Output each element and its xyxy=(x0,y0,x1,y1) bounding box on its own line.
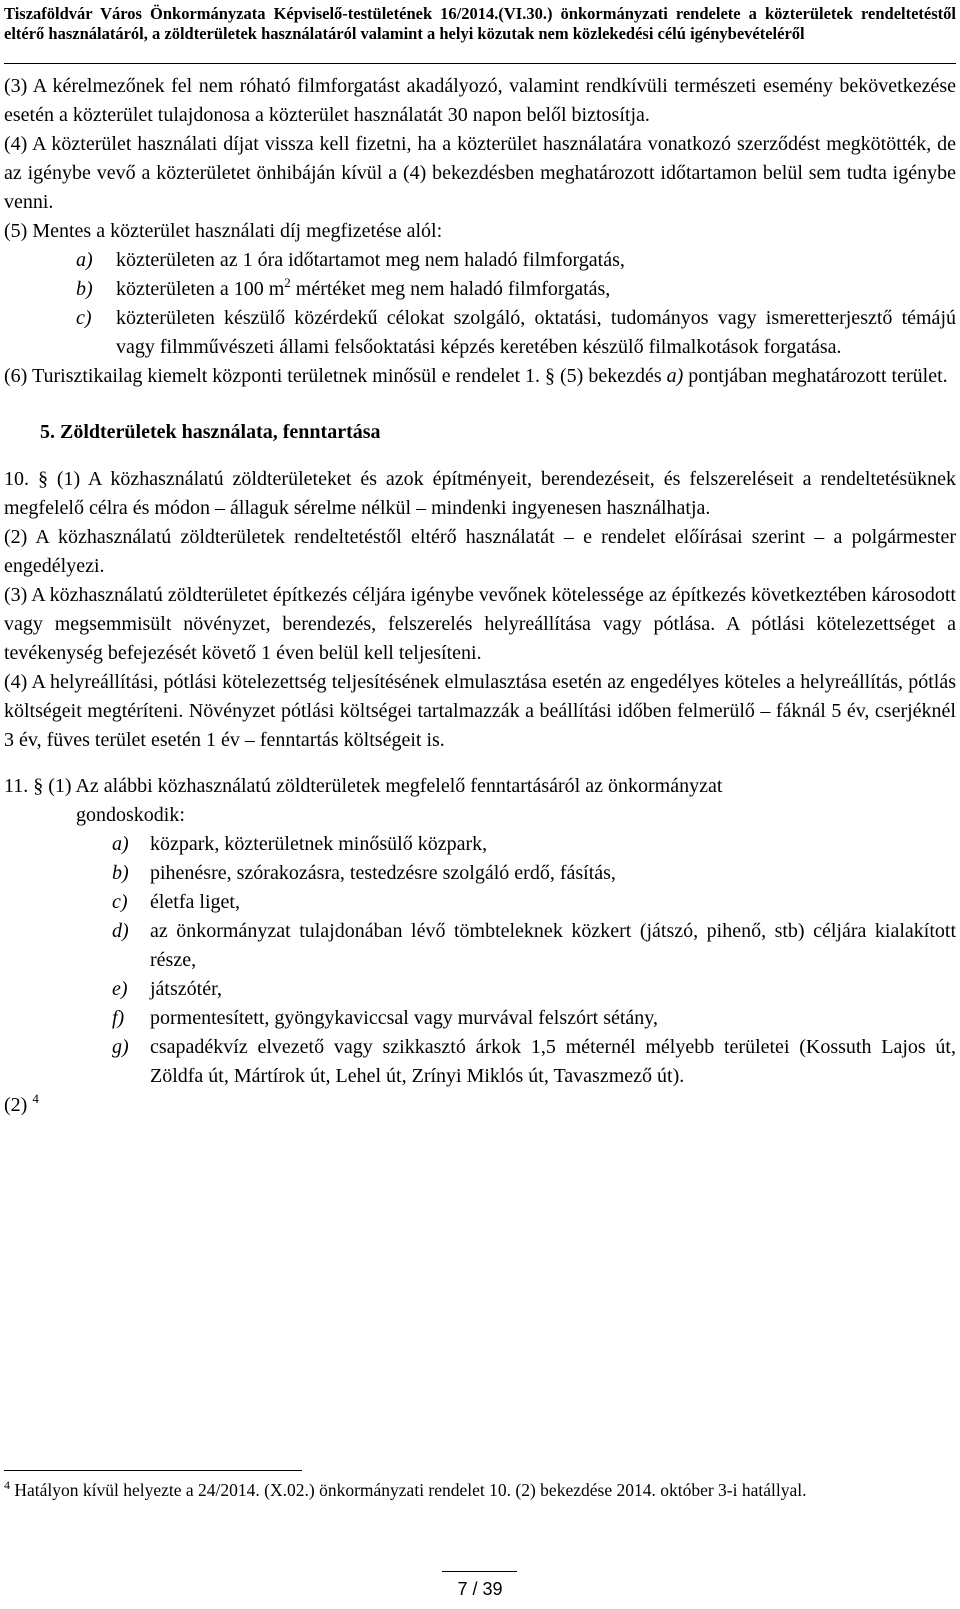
section-heading: 5. Zöldterületek használata, fenntartása xyxy=(40,421,381,443)
footnote-reference[interactable]: 4 xyxy=(32,1091,39,1106)
paragraph-10-4: (4) A helyreállítási, pótlási kötelezettség teljesítésének elmulasztása esetén az engedélyes köteles a helyreállítás, pótlás költségeit megtéríteni. Növényzet pótlási költségei tartalmazzák a beállítási időben felmerülő – fáknál 5 év, cserjéknél 3 év, füves terület esetén 1 év – fenntartás költségeit is. xyxy=(4,671,956,751)
paragraph-10-1: 10. § (1) A közhasználatú zöldterületeket és azok építményeit, berendezéseit, és felszereléseit a rendeltetésüknek megfelelő célra és módon – állaguk sérelme nélkül – mindenki ingyenesen használhatja. xyxy=(4,468,956,519)
paragraph-9-4: (4) A közterület használati díjat vissza kell fizetni, ha a közterület használatára vonatkozó szerződést megkötötték, de az igénybe vevő a közterületet önhibáján kívül a (4) bekezdésben meghatározott időtartamon belül sem tudta igénybe venni. xyxy=(4,133,956,213)
list-item-11d xyxy=(4,917,956,975)
list-item-11a xyxy=(4,830,956,859)
footnote-marker: 4 xyxy=(4,1478,10,1492)
list-item-11b xyxy=(4,859,956,888)
running-header: Tiszaföldvár Város Önkormányzata Képviselő-testületének 16/2014.(VI.30.) önkormányzati rendelete a közterületek rendeltetéstől eltérő használatáról, a zöldterületek használatáról valamint a helyi közutak nem közlekedési célú igénybevételéről xyxy=(4,4,956,43)
list-item-label: b) xyxy=(76,278,93,300)
list-item-label: a) xyxy=(112,833,129,855)
list-item-11g xyxy=(4,1033,956,1091)
list-item-label: b) xyxy=(112,862,129,884)
paragraph-text: (6) Turisztikailag kiemelt központi területnek minősül e rendelet 1. § (5) bekezdés xyxy=(4,365,667,387)
footnote xyxy=(4,1478,956,1503)
spacer xyxy=(4,391,956,409)
list-item-label: c) xyxy=(112,891,128,913)
paragraph-11-1-continuation: gondoskodik: xyxy=(76,804,185,826)
paragraph-10-3: (3) A közhasználatú zöldterületet építkezés céljára igénybe vevőnek kötelessége az építkezés következtében károsodott vagy megsemmisült növényzet, berendezés, felszerelés helyreállítása vagy pótlása. A pótlási kötelezettséget a tevékenység befejezését követő 1 éven belül kell teljesíteni. xyxy=(4,584,956,664)
list-item-label: e) xyxy=(112,978,128,1000)
list-item-5b xyxy=(4,275,956,304)
list-item-11c xyxy=(4,888,956,917)
footnote-divider xyxy=(4,1470,302,1471)
header-divider xyxy=(4,63,956,64)
page-number: 7 / 39 xyxy=(457,1579,503,1599)
paragraph-number: (2) xyxy=(4,1094,28,1116)
page-number-divider xyxy=(442,1571,517,1572)
paragraph-10-2: (2) A közhasználatú zöldterületek rendeltetéstől eltérő használatát – e rendelet előírásai szerint – a polgármester engedélyezi. xyxy=(4,526,956,577)
list-item-5a xyxy=(4,246,956,275)
spacer xyxy=(4,447,956,465)
list-item-text: játszótér, xyxy=(150,978,222,1000)
paragraph-text: pontjában meghatározott terület. xyxy=(683,365,948,387)
paragraph-9-3: (3) A kérelmezőnek fel nem róható filmforgatást akadályozó, valamint rendkívüli természeti esemény bekövetkezése esetén a közterület tulajdonosa a közterület használatát 30 napon belől biztosítja. xyxy=(4,75,956,126)
list-item-11f xyxy=(4,1004,956,1033)
paragraph-11-2 xyxy=(4,1091,956,1120)
paragraph-9-5: (5) Mentes a közterület használati díj megfizetése alól: xyxy=(4,220,443,242)
list-item-text: pihenésre, szórakozásra, testedzésre szolgáló erdő, fásítás, xyxy=(150,862,616,884)
document-body xyxy=(4,72,956,1120)
list-item-label: a) xyxy=(76,249,93,271)
spacer xyxy=(4,755,956,772)
list-item-text: az önkormányzat tulajdonában lévő tömbteleknek közkert (játszó, pihenő, stb) céljára kialakított része, xyxy=(150,920,956,971)
footnote-text: Hatályon kívül helyezte a 24/2014. (X.02.) önkormányzati rendelet 10. (2) bekezdése 2014. október 3-i hatállyal. xyxy=(14,1480,807,1500)
superscript-2: 2 xyxy=(284,275,291,290)
paragraph-11-1: 11. § (1) Az alábbi közhasználatú zöldterületek megfelelő fenntartásáról az önkormányzat xyxy=(4,775,723,797)
list-item-5c xyxy=(4,304,956,362)
list-item-text: közterületen készülő közérdekű célokat szolgáló, oktatási, tudományos vagy ismeretterjesztő témájú vagy filmművészeti állami felsőoktatási képzés keretében készülő filmalkotások forgatása. xyxy=(116,307,956,358)
text-before-superscript: közterületen a 100 m xyxy=(116,278,285,300)
list-item-label: d) xyxy=(112,920,129,942)
list-item-text: csapadékvíz elvezető vagy szikkasztó árkok 1,5 méternél mélyebb területei (Kossuth Lajos út, Zöldfa út, Mártírok út, Lehel út, Zrínyi Miklós út, Tavaszmező út). xyxy=(150,1036,956,1087)
list-item-label: f) xyxy=(112,1007,125,1029)
text-after-superscript: mértéket meg nem haladó filmforgatás, xyxy=(290,278,611,300)
list-item-text: közterületen az 1 óra időtartamot meg nem haladó filmforgatás, xyxy=(116,249,625,271)
list-item-11e xyxy=(4,975,956,1004)
list-item-text: közpark, közterületnek minősülő közpark, xyxy=(150,833,488,855)
list-item-text: életfa liget, xyxy=(150,891,240,913)
list-item-text: pormentesített, gyöngykaviccsal vagy murvával felszórt sétány, xyxy=(150,1007,658,1029)
list-item-text xyxy=(116,275,956,304)
list-item-label: c) xyxy=(76,307,92,329)
list-item-label: g) xyxy=(112,1036,129,1058)
italic-reference: a) xyxy=(666,365,684,387)
paragraph-9-6 xyxy=(4,362,956,391)
